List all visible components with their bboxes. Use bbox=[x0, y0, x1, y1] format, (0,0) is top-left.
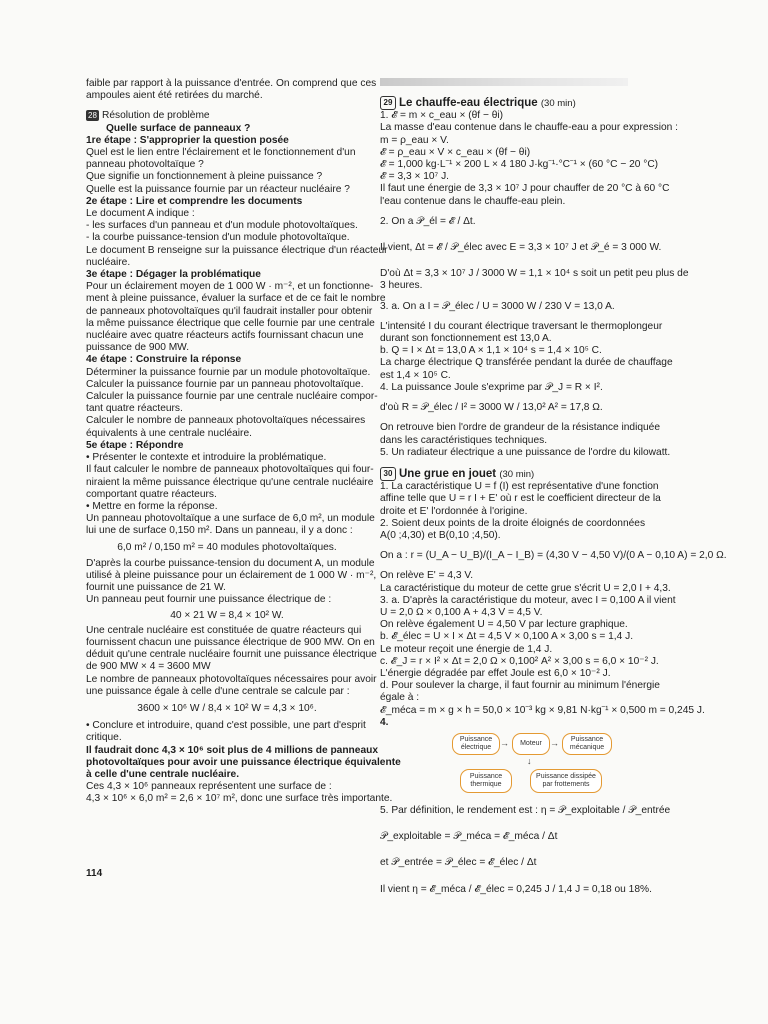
step-line: critique. bbox=[86, 732, 122, 744]
step-title: 1re étape : S'approprier la question posée bbox=[86, 134, 289, 146]
solution-line: et 𝒫_entrée = 𝒫_élec = 𝓔_élec / Δt bbox=[380, 857, 537, 869]
step-line: photovoltaïques pour avoir une puissance électrique équivalente bbox=[86, 756, 401, 768]
page-number: 114 bbox=[86, 868, 103, 879]
step-line: Un panneau peut fournir une puissance électrique de : bbox=[86, 594, 332, 606]
solution-line: Il vient, Δt = 𝓔 / 𝒫_élec avec E = 3,3 × 10⁷ J et 𝒫_é = 3 000 W. bbox=[380, 242, 662, 254]
solution-line: 𝓔_méca = m × g × h = 50,0 × 10⁻³ kg × 9,81 N·kg⁻¹ × 0,500 m = 0,245 J. bbox=[380, 704, 705, 716]
energy-chain-diagram bbox=[380, 731, 628, 797]
solution-line: 1. La caractéristique U = f (I) est représentative d'une fonction bbox=[380, 481, 659, 493]
solution-line: 5. Par définition, le rendement est : η = 𝒫_exploitable / 𝒫_entrée bbox=[380, 805, 671, 816]
equation: 6,0 m² / 0,150 m² = 40 modules photovoltaïques. bbox=[117, 541, 337, 553]
solution-line: U = 2,0 Ω × 0,100 A + 4,3 V = 4,5 V. bbox=[380, 606, 543, 618]
step-line: lui une de surface 0,150 m². Dans un panneau, il y a donc : bbox=[86, 525, 353, 537]
solution-line: c. 𝓔_J = r × I² × Δt = 2,0 Ω × 0,100² A² × 3,00 s = 6,0 × 10⁻² J. bbox=[380, 655, 659, 667]
step-line: Calculer la puissance fournie par un panneau photovoltaïque. bbox=[86, 378, 364, 390]
solution-line: égale à : bbox=[380, 692, 420, 704]
motor-box: Moteur bbox=[512, 733, 550, 755]
step-line: Il faut calculer le nombre de panneaux photovoltaïques qui four- bbox=[86, 464, 374, 476]
mechanical-power-box: Puissance mécanique bbox=[562, 733, 612, 755]
step-title: 2e étape : Lire et comprendre les documents bbox=[86, 195, 303, 207]
step-line: Le nombre de panneaux photovoltaïques nécessaires pour avoir bbox=[86, 673, 377, 685]
solution-line: L'intensité I du courant électrique traversant le thermoplongeur bbox=[380, 320, 663, 332]
solution-line: On relève également U = 4,50 V par lecture graphique. bbox=[380, 619, 628, 631]
solution-line: droite et E' l'ordonnée à l'origine. bbox=[380, 505, 528, 517]
step-line: nucléaire. bbox=[86, 256, 131, 268]
exercise-number: 30 bbox=[380, 467, 396, 481]
electric-power-box: Puissance électrique bbox=[452, 733, 500, 755]
step-line: Le document B renseigne sur la puissance électrique d'un réacteur bbox=[86, 244, 388, 256]
arrow-icon: → bbox=[500, 738, 509, 748]
step-line: niraient la même puissance électrique qu'une centrale nucléaire bbox=[86, 476, 374, 488]
step-title: 3e étape : Dégager la problématique bbox=[86, 269, 261, 281]
intro-line: faible par rapport à la puissance d'entrée. On comprend que ces bbox=[86, 78, 377, 89]
solution-line: 𝓔 = ρ_eau × V × c_eau × (θf − θi) bbox=[380, 146, 531, 158]
solution-line: b. Q = I × Δt = 13,0 A × 1,1 × 10⁴ s = 1,4 × 10⁵ C. bbox=[380, 345, 602, 357]
arrow-down-icon: ↓ bbox=[527, 756, 532, 766]
solution-line: affine telle que U = r I + E' où r est le coefficient directeur de la bbox=[380, 493, 661, 505]
step-line: • Conclure et introduire, quand c'est possible, une part d'esprit bbox=[86, 720, 366, 732]
solution-line: On relève E' = 4,3 V. bbox=[380, 570, 474, 582]
exercise-heading bbox=[380, 96, 628, 110]
step-line: fournit une puissance de 21 W. bbox=[86, 582, 226, 594]
solution-line: Il vient η = 𝓔_méca / 𝓔_élec = 0,245 J / 1,4 J = 0,18 ou 18%. bbox=[380, 883, 652, 895]
solution-line: 3. a. D'après la caractéristique du moteur, avec I = 0,100 A il vient bbox=[380, 594, 676, 606]
step-line: Quelle est la puissance fournie par un réacteur nucléaire ? bbox=[86, 183, 350, 195]
solution-line: Le moteur reçoit une énergie de 1,4 J. bbox=[380, 643, 553, 655]
arrow-icon: → bbox=[550, 738, 559, 748]
step-title: 4e étape : Construire la réponse bbox=[86, 354, 242, 366]
solution-line: On retrouve bien l'ordre de grandeur de la résistance indiquée bbox=[380, 422, 661, 434]
step-line: ment à pleine puissance, évaluer la surface et de ce fait le nombre bbox=[86, 293, 386, 305]
intro-line: ampoules aient été retirées du marché. bbox=[86, 90, 263, 102]
step-line: Déterminer la puissance fournie par un module photovoltaïque. bbox=[86, 366, 371, 378]
solution-line: D'où Δt = 3,3 × 10⁷ J / 3000 W = 1,1 × 10⁴ s soit un petit peu plus de bbox=[380, 268, 689, 280]
step-line: à celle d'une centrale nucléaire. bbox=[86, 768, 240, 780]
step-line: de 900 MW × 4 = 3600 MW bbox=[86, 661, 211, 673]
solution-line: On a : r = (U_A − U_B)/(I_A − I_B) = (4,30 V − 4,50 V)/(0 A − 0,10 A) = 2,0 Ω. bbox=[380, 550, 727, 562]
step-line: équivalents à une centrale nucléaire. bbox=[86, 427, 252, 439]
solution-line: La charge électrique Q transférée pendant la durée de chauffage bbox=[380, 357, 673, 369]
step-line: tant quatre réacteurs. bbox=[86, 403, 183, 415]
solution-line: 4. bbox=[380, 716, 389, 728]
solution-line: 5. Un radiateur électrique a une puissance de l'ordre du kilowatt. bbox=[380, 446, 671, 458]
solution-line: durant son fonctionnement est 13,0 A. bbox=[380, 333, 552, 345]
step-line: une puissance égale à celle d'une centrale se calcule par : bbox=[86, 685, 350, 697]
step-line: de panneaux photovoltaïques qu'il faudrait installer pour obtenir bbox=[86, 305, 373, 317]
solution-line: dans les caractéristiques techniques. bbox=[380, 434, 548, 446]
equation: 3600 × 10⁶ W / 8,4 × 10² W = 4,3 × 10⁶. bbox=[137, 702, 317, 714]
section-number: 28 bbox=[86, 110, 99, 121]
step-line: utilisé à pleine puissance pour un éclairement de 1 000 W · m⁻², bbox=[86, 569, 377, 581]
step-line: Calculer la puissance fournie par une centrale nucléaire compor- bbox=[86, 391, 378, 403]
solution-line: 2. On a 𝒫_él = 𝓔 / Δt. bbox=[380, 215, 476, 227]
solution-line: La caractéristique du moteur de cette grue s'écrit U = 2,0 I + 4,3. bbox=[380, 582, 671, 594]
solution-line: d'où R = 𝒫_élec / I² = 3000 W / 13,0² A² = 17,8 Ω. bbox=[380, 402, 603, 414]
solution-line: b. 𝓔_élec = U × I × Δt = 4,5 V × 0,100 A × 3,00 s = 1,4 J. bbox=[380, 631, 634, 643]
friction-power-box: Puissance dissipée par frottements bbox=[530, 769, 602, 793]
step-line: Une centrale nucléaire est constituée de quatre réacteurs qui bbox=[86, 624, 362, 636]
step-line: Le document A indique : bbox=[86, 208, 195, 220]
solution-line: 𝓔 = 1,000 kg·L⁻¹ × 200 L × 4 180 J·kg⁻¹·°C⁻¹ × (60 °C − 20 °C) bbox=[380, 159, 659, 171]
solution-line: d. Pour soulever la charge, il faut fournir au minimum l'énergie bbox=[380, 680, 660, 692]
thermal-power-box: Puissance thermique bbox=[460, 769, 512, 793]
step-line: Ces 4,3 × 10⁶ panneaux représentent une surface de : bbox=[86, 781, 332, 793]
exercise-time: (30 min) bbox=[499, 468, 535, 480]
solution-line: 3 heures. bbox=[380, 280, 423, 292]
step-line: 4,3 × 10⁶ × 6,0 m² = 2,6 × 10⁷ m², donc une surface très importante. bbox=[86, 793, 393, 805]
step-line: nucléaire avec quatre réacteurs actifs fournissant chacun une bbox=[86, 330, 364, 342]
right-column bbox=[380, 96, 727, 896]
solution-line: est 1,4 × 10⁵ C. bbox=[380, 369, 451, 381]
solution-line: A(0 ;4,30) et B(0,10 ;4,50). bbox=[380, 529, 501, 541]
step-line: Pour un éclairement moyen de 1 000 W · m⁻², et un fonctionne- bbox=[86, 281, 374, 293]
solution-line: 𝓔 = 3,3 × 10⁷ J. bbox=[380, 171, 449, 183]
exercise-title: Le chauffe-eau électrique bbox=[399, 97, 538, 110]
solution-line: L'énergie dégradée par effet Joule est 6,0 × 10⁻² J. bbox=[380, 667, 611, 679]
exercise-title: Une grue en jouet bbox=[399, 467, 497, 480]
solution-line: 𝒫_exploitable = 𝒫_méca = 𝓔_méca / Δt bbox=[380, 831, 558, 843]
solution-line: 2. Soient deux points de la droite éloignés de coordonnées bbox=[380, 517, 646, 529]
step-line: panneau photovoltaïque ? bbox=[86, 159, 204, 171]
section-heading bbox=[86, 110, 368, 122]
solution-line: 3. a. On a I = 𝒫_élec / U = 3000 W / 230 V = 13,0 A. bbox=[380, 300, 615, 312]
step-line: Il faudrait donc 4,3 × 10⁶ soit plus de 4 millions de panneaux bbox=[86, 744, 378, 756]
solution-line: 4. La puissance Joule s'exprime par 𝒫_J = R × I². bbox=[380, 381, 603, 393]
header-bar bbox=[380, 78, 628, 86]
step-line: comportant quatre réacteurs. bbox=[86, 488, 217, 500]
exercise-time: (30 min) bbox=[540, 98, 576, 110]
solution-line: m = ρ_eau × V. bbox=[380, 134, 449, 146]
equation: 40 × 21 W = 8,4 × 10² W. bbox=[170, 609, 284, 621]
step-line: Un panneau photovoltaïque a une surface de 6,0 m², un module bbox=[86, 513, 375, 525]
step-line: - la courbe puissance-tension d'un module photovoltaïque. bbox=[86, 232, 350, 244]
problem-question: Quelle surface de panneaux ? bbox=[106, 122, 251, 134]
step-line: déduit qu'une centrale nucléaire fournit une puissance électrique bbox=[86, 649, 377, 661]
step-line: D'après la courbe puissance-tension du document A, un module bbox=[86, 557, 375, 569]
solution-line: La masse d'eau contenue dans le chauffe-eau a pour expression : bbox=[380, 122, 678, 134]
solution-line: Il faut une énergie de 3,3 × 10⁷ J pour chauffer de 20 °C à 60 °C bbox=[380, 183, 670, 195]
step-line: Que signifie un fonctionnement à pleine puissance ? bbox=[86, 171, 323, 183]
solution-line: 1. 𝓔 = m × c_eau × (θf − θi) bbox=[380, 110, 504, 122]
step-line: fournissent chacun une puissance électrique de 900 MW. On en bbox=[86, 636, 375, 648]
step-line: Quel est le lien entre l'éclairement et le fonctionnement d'un bbox=[86, 147, 356, 159]
exercise-heading bbox=[380, 467, 628, 481]
exercise-number: 29 bbox=[380, 96, 396, 110]
step-line: - les surfaces d'un panneau et d'un module photovoltaïques. bbox=[86, 220, 358, 232]
step-line: la même puissance électrique que celle fournie par une centrale bbox=[86, 317, 375, 329]
step-line: • Mettre en forme la réponse. bbox=[86, 500, 218, 512]
step-line: • Présenter le contexte et introduire la problématique. bbox=[86, 452, 327, 464]
step-line: Calculer le nombre de panneaux photovoltaïques nécessaires bbox=[86, 415, 366, 427]
step-title: 5e étape : Répondre bbox=[86, 439, 184, 451]
step-line: puissance de 900 MW. bbox=[86, 342, 190, 354]
section-title: Résolution de problème bbox=[102, 110, 210, 122]
solution-line: l'eau contenue dans le chauffe-eau plein. bbox=[380, 195, 566, 207]
